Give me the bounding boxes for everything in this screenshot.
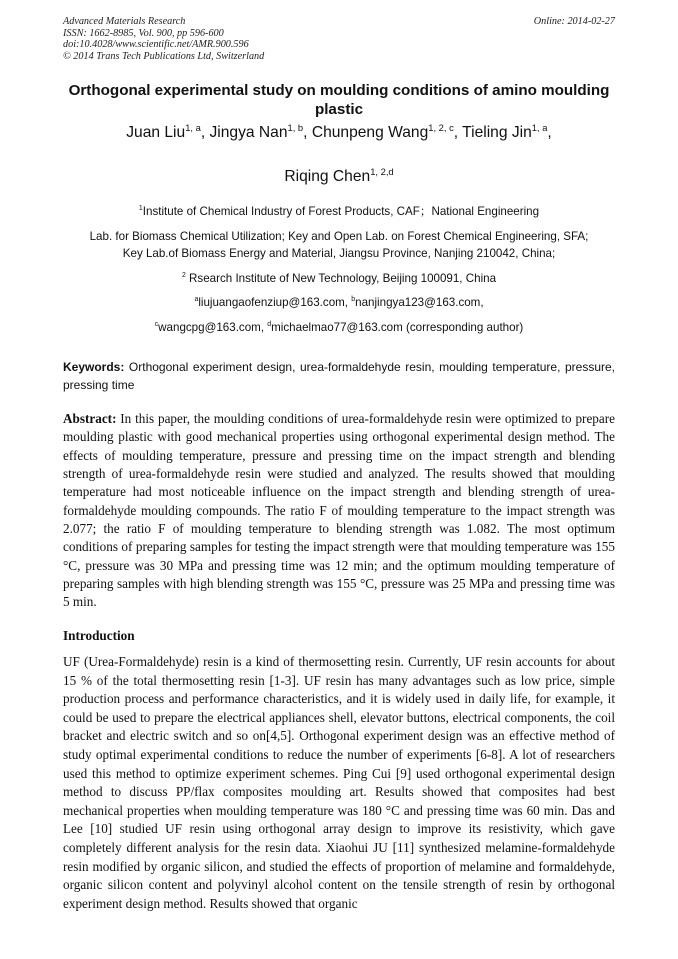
journal-name: Advanced Materials Research: [63, 16, 186, 27]
affiliation-mark: 2: [181, 272, 186, 280]
affiliation-1-line-3: Key Lab.of Biomass Energy and Material, Jiangsu Province, Nanjing 210042, China;: [122, 247, 556, 260]
keywords-label: Keywords:: [63, 360, 125, 374]
issn-line: ISSN: 1662-8985, Vol. 900, pp 596-600: [63, 27, 224, 39]
email-mark: a: [194, 296, 199, 304]
paper-title: Orthogonal experimental study on moulding conditions of amino moulding plastic: [68, 82, 610, 118]
email-line-2: [63, 321, 615, 335]
author-affiliation-mark: 1, 2,d: [370, 166, 394, 177]
abstract-label: Abstract:: [63, 411, 117, 426]
affiliation-text: Rsearch Institute of New Technology, Beijing 100091, China: [185, 272, 497, 285]
author-name: Riqing Chen: [284, 168, 371, 185]
keywords-text: Orthogonal experiment design, urea-formaldehyde resin, moulding temperature, pressure, pressing time: [63, 360, 615, 392]
section-heading-introduction: Introduction: [63, 628, 135, 643]
author-name: Jingya Nan: [209, 124, 288, 141]
author-affiliation-mark: 1, a: [531, 122, 548, 133]
affiliation-1-line-2: Lab. for Biomass Chemical Utilization; Key and Open Lab. on Forest Chemical Engineering, SFA;: [89, 230, 589, 243]
author-name: Juan Liu: [126, 124, 186, 141]
email-mark: c: [154, 321, 159, 329]
abstract-text: In this paper, the moulding conditions of urea-formaldehyde resin were optimized to prepare moulding plastic with good mechanical properties using orthogonal experimental design method. The effects of moulding temperature, pressure and pressing time on the impact strength and blending strength of urea-formaldehyde resin were studied and analyzed. The results showed that moulding temperature had most noticeable influence on the impact strength and blending strength of urea-formaldehyde moulding compounds. The ratio F of moulding temperature to the impact strength was 2.077; the ratio F of moulding temperature to blending strength was 1.082. The most optimum conditions of preparing samples for testing the impact strength were that moulding temperature was 155 °C, pressure was 30 MPa and pressing time was 12 min; and the optimum moulding temperature of preparing samples with high blending strength was 155 °C, pressure was 25 MPa and pressing time was 5 min.: [63, 411, 615, 610]
journal-header: [63, 16, 615, 62]
author-list: Juan Liu$^{1, a}$, Jingya Nan$^{1, b}$, Chunpeng Wang$^{1, 2, c}$, Tieling Jin$^{1, a}$,: [126, 122, 552, 141]
author-affiliation-mark: 1, a: [185, 122, 201, 133]
affiliation-1-line-1: [63, 205, 615, 219]
email-address: liujuangaofenziup@163.com,: [198, 296, 352, 309]
author-affiliation-mark: 1, b: [287, 122, 304, 133]
author-name: Chunpeng Wang: [311, 124, 429, 141]
email-address: wangcpg@163.com,: [158, 321, 268, 334]
email-address: nanjingya123@163.com,: [355, 296, 484, 309]
affiliation-mark: 1: [138, 205, 143, 213]
author-affiliation-mark: 1, 2, c: [428, 122, 454, 133]
affiliation-2: [63, 272, 615, 286]
email-line-1: [63, 296, 615, 310]
email-mark: d: [267, 321, 272, 329]
doi-line: doi:10.4028/www.scientific.net/AMR.900.596: [63, 39, 249, 51]
copyright-line: © 2014 Trans Tech Publications Ltd, Switzerland: [63, 50, 265, 62]
email-address: michaelmao77@163.com (corresponding author): [271, 321, 524, 334]
author-list-line-2: [63, 168, 615, 186]
abstract: [63, 410, 615, 612]
online-date: Online: 2014-02-27: [533, 16, 615, 27]
author-name: Tieling Jin: [462, 124, 532, 141]
introduction-body: UF (Urea-Formaldehyde) resin is a kind of thermosetting resin. Currently, UF resin accounts for about 15 % of the total thermosetting resin [1-3]. UF resin has many advantages such as low price, simple production process and performance characteristics, and it is widely used in daily life, for example, it could be used to prepare the electrical appliances shell, elevator buttons, electrical components, the coil bracket and electric switch and so on[4,5]. Orthogonal experiment design was an effective method of study optimal experimental conditions to reduce the number of experiments [6-8]. A lot of researchers used this method to optimize experiment schemes. Ping Cui [9] used orthogonal experimental design method to discuss PP/flax composites moulding art. Results showed that composites had best mechanical properties when moulding temperature was 180 °C and pressing time was 60 min. Das and Lee [10] studied UF resin using orthogonal array design to improve its resistivity, which gave completely different analysis for the resin data. Xiaohui JU [11] synthesized melamine-formaldehyde resin modified by organic silicon, and studied the effects of proportion of melamine and formaldehyde, organic silicon content and polyvinyl alcohol content on the tensile strength of resin by orthogonal experiment design method. Results showed that organic: [63, 654, 615, 911]
affiliation-text: Institute of Chemical Industry of Forest Products, CAF；National Engineering: [142, 205, 540, 218]
email-mark: b: [351, 296, 356, 304]
keywords: [63, 358, 615, 394]
